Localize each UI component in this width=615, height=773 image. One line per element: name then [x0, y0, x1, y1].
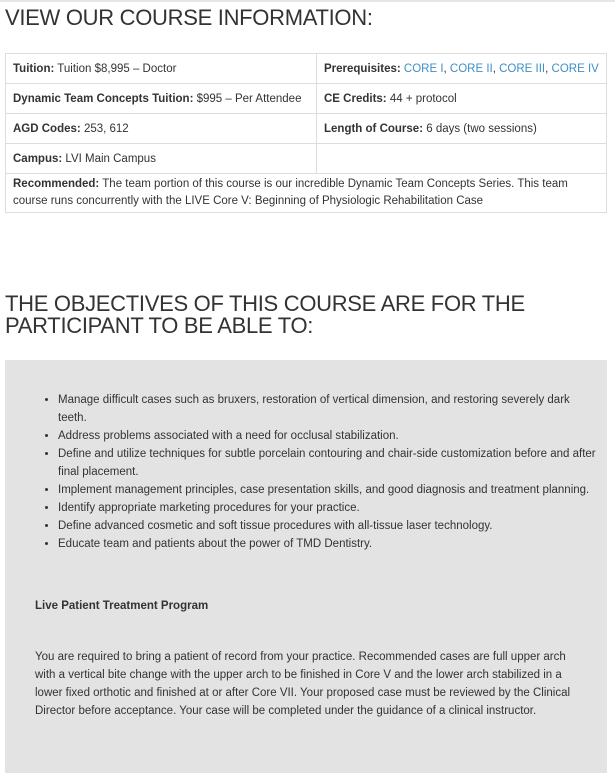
table-row [6, 144, 607, 174]
length-value: 6 days (two sessions) [426, 122, 537, 135]
objectives-panel [5, 360, 607, 773]
campus-label: Campus: [13, 152, 63, 165]
prerequisites-cell [317, 54, 607, 84]
list-item: • Manage difficult cases such as bruxers, restoration of vertical dimension, and restoring severely dark teeth. [58, 391, 598, 427]
top-divider [0, 0, 615, 2]
dtc-tuition-value: $995 – Per Attendee [196, 92, 302, 105]
ce-credits-cell [317, 84, 607, 114]
tuition-cell [6, 54, 317, 84]
dtc-tuition-cell [6, 84, 317, 114]
recommended-cell [6, 174, 607, 213]
table-row [6, 84, 607, 114]
length-label: Length of Course: [324, 122, 424, 135]
tuition-label: Tuition: [13, 62, 55, 75]
agd-codes-value: 253, 612 [83, 122, 129, 135]
ce-credits-value: 44 + protocol [389, 92, 457, 105]
program-heading: Live Patient Treatment Program [35, 600, 209, 612]
list-item: • Address problems associated with a need for occlusal stabilization. [58, 427, 598, 445]
empty-cell [317, 144, 607, 174]
prerequisite-link-core-3[interactable]: CORE III [499, 62, 546, 75]
prerequisite-link-core-4[interactable]: CORE IV [551, 62, 599, 75]
length-cell [317, 114, 607, 144]
list-item: • Identify appropriate marketing procedures for your practice. [58, 499, 598, 517]
list-item: • Implement management principles, case presentation skills, and good diagnosis and treatment planning. [58, 481, 598, 499]
prerequisite-separator: , [545, 62, 552, 75]
prerequisite-link-core-2[interactable]: CORE II [449, 62, 493, 75]
prerequisites-label: Prerequisites: [324, 62, 401, 75]
recommended-value: The team portion of this course is our incredible Dynamic Team Concepts Series. This team course runs concurrently with the LIVE Core V: Beginning of Physiologic Rehabilitation Case [13, 178, 568, 207]
course-info-table [5, 53, 607, 213]
agd-codes-cell [6, 114, 317, 144]
prerequisite-separator: , [492, 62, 500, 75]
objectives-title: THE OBJECTIVES OF THIS COURSE ARE FOR THE PARTICIPANT TO BE ABLE TO: [5, 291, 525, 338]
recommended-label: Recommended: [13, 178, 100, 190]
program-description: You are required to bring a patient of record from your practice. Recommended cases are full upper arch with a vertical bite change with the upper arch to be finished in Core V and the lower arch stabilized in a lower fixed orthotic and finished at or after Core VII. Your proposed case must be reviewed by the Clinical Director before acceptance. Your case will be completed under the guidance of a clinical instructor. [35, 651, 571, 717]
list-item: • Educate team and patients about the power of TMD Dentistry. [58, 535, 598, 553]
table-row [6, 174, 607, 213]
table-row [6, 54, 607, 84]
list-item: • Define advanced cosmetic and soft tissue procedures with all-tissue laser technology. [58, 517, 598, 535]
dtc-tuition-label: Dynamic Team Concepts Tuition: [13, 92, 194, 105]
objectives-list [35, 391, 598, 553]
course-info-title: VIEW OUR COURSE INFORMATION: [5, 5, 373, 30]
campus-value: LVI Main Campus [65, 152, 156, 165]
prerequisite-link-core-1[interactable]: CORE I [403, 62, 444, 75]
ce-credits-label: CE Credits: [324, 92, 387, 105]
campus-cell [6, 144, 317, 174]
table-row [6, 114, 607, 144]
agd-codes-label: AGD Codes: [13, 122, 81, 135]
prerequisite-separator: , [443, 62, 450, 75]
tuition-value: Tuition $8,995 – Doctor [57, 62, 177, 75]
list-item: • Define and utilize techniques for subtle porcelain contouring and chair-side customization before and after final placement. [58, 445, 598, 481]
